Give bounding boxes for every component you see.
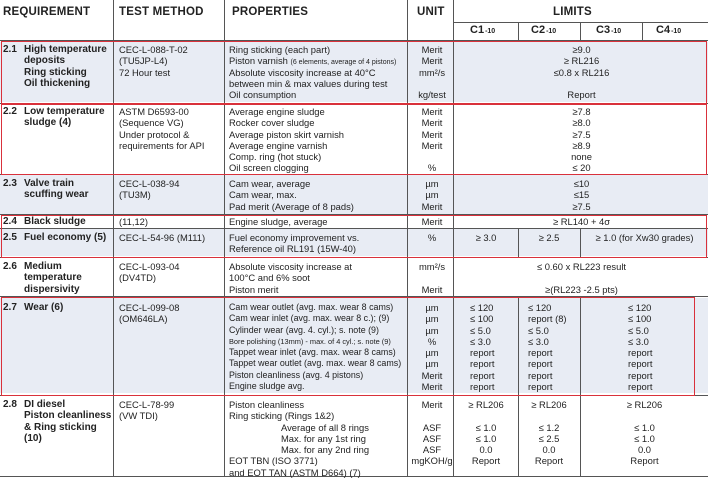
test-method-cell: CEC-L-54-96 (M111)	[119, 232, 206, 243]
highlight-box-2-7	[1, 297, 695, 396]
limit-c2-cell: ≥ 2.5	[538, 232, 560, 243]
col-rule	[580, 22, 581, 41]
properties-cell: Cam wear outlet (avg. max. wear 8 cams) Cam wear inlet (avg. max. wear 8 c.); (9) Cylinder wear (avg. 4. cyl.); s. note (9) Bore polishing (13mm) - max. of 4 cyl.; s. note (9) Tappet wear inlet (avg. max. wear 8 cams) Tappet wear outlet (avg. max. wear 8 cams) Piston cleanliness (avg. 4 pistons) Engine sludge avg.	[229, 302, 402, 392]
header-unit: UNIT	[417, 6, 445, 18]
row-number: 2.1	[3, 44, 17, 55]
properties-cell: Absolute viscosity increase at 100°C and 6% soot Piston merit	[229, 261, 352, 295]
header-class-c1: C1-10	[470, 24, 496, 36]
row-number: 2.6	[3, 261, 17, 272]
header-class-c4: C4-10	[656, 24, 682, 36]
unit-cell: Merit	[421, 216, 443, 227]
requirement-cell: Black sludge	[24, 216, 86, 227]
unit-cell: Merit Merit Merit Merit %	[421, 106, 443, 174]
properties-cell: Fuel economy improvement vs. Reference oil RL191 (15W-40)	[229, 232, 360, 255]
limits-cell: ≥ RL140 + 4σ	[552, 216, 611, 227]
test-method-cell: ASTM D6593-00 (Sequence VG) Under protocol & requirements for API	[119, 106, 205, 151]
row-number: 2.5	[3, 232, 17, 243]
header-limits: LIMITS	[553, 6, 592, 18]
requirement-cell: Wear (6)	[24, 302, 64, 313]
test-method-cell: CEC-L-78-99 (VW TDI)	[119, 399, 175, 422]
unit-cell: µm µm Merit	[421, 178, 443, 212]
highlight-box-2-1	[1, 41, 707, 104]
row-number: 2.4	[3, 216, 17, 227]
requirement-cell: Valve train scuffing wear	[24, 178, 89, 201]
requirement-cell: Medium temperature dispersivity	[24, 261, 82, 295]
row-number: 2.2	[3, 106, 17, 117]
limit-c2-cell: ≤ 120 report (8) ≤ 5.0 ≤ 3.0 report report report report	[528, 302, 567, 393]
header-test-method: TEST METHOD	[119, 6, 204, 18]
test-method-cell: CEC-L-038-94 (TU3M)	[119, 178, 180, 201]
highlight-box-2-4-2-5	[1, 215, 707, 258]
test-method-cell: (11,12)	[119, 216, 149, 227]
col-rule	[642, 22, 643, 41]
limit-c1-cell: ≤ 120 ≤ 100 ≤ 5.0 ≤ 3.0 report report report report	[470, 302, 495, 393]
unit-cell: %	[427, 232, 437, 243]
col-rule	[518, 22, 519, 41]
table-header	[0, 0, 708, 36]
requirement-cell: Low temperature sludge (4)	[24, 106, 105, 129]
requirement-cell: DI diesel Piston cleanliness & Ring sticking (10)	[24, 399, 112, 444]
test-method-cell: CEC-L-099-08 (OM646LA)	[119, 302, 180, 325]
row-number: 2.3	[3, 178, 17, 189]
unit-cell: µm µm µm % µm µm Merit Merit	[421, 302, 443, 393]
test-method-cell: CEC-L-088-T-02 (TU5JP-L4) 72 Hour test	[119, 44, 188, 78]
row-number: 2.8	[3, 399, 17, 410]
requirement-cell: High temperature deposits Ring sticking Oil thickening	[24, 44, 107, 89]
properties-cell: Average engine sludge Rocker cover sludge Average piston skirt varnish Average engine varnish Comp. ring (hot stuck) Oil screen clogging	[229, 106, 344, 174]
properties-cell: Piston cleanliness Ring sticking (Rings 1&2) Average of all 8 rings Max. for any 1st ring Max. for any 2nd ring EOT TBN (ISO 3771) and EOT TAN (ASTM D664) (7)	[229, 399, 370, 478]
requirement-cell: Fuel economy (5)	[24, 232, 107, 243]
limit-c3-c4-cell: ≥ 1.0 (for Xw30 grades)	[595, 232, 694, 243]
properties-cell: Ring sticking (each part) Piston varnish (6 elements, average of 4 pistons) Absolute viscosity increase at 40°C between min & max values during test Oil consumption	[229, 44, 397, 101]
limits-cell: ≥9.0 ≥ RL216 ≤0.8 x RL216 Report	[553, 44, 610, 101]
limits-cell: ≤ 0.60 x RL223 result ≥(RL223 -2.5 pts)	[536, 261, 627, 295]
unit-cell: mm²/s Merit	[418, 261, 446, 295]
limit-c3-c4-cell: ≤ 120 ≤ 100 ≤ 5.0 ≤ 3.0 report report report report	[628, 302, 653, 393]
limit-c1-cell: ≥ 3.0	[475, 232, 497, 243]
limit-c2-cell: ≥ RL206 ≤ 1.2 ≤ 2.5 0.0 Report	[531, 399, 567, 467]
row-number: 2.7	[3, 302, 17, 313]
test-method-cell: CEC-L-093-04 (DV4TD)	[119, 261, 180, 284]
limits-cell: ≤10 ≤15 ≥7.5	[572, 178, 591, 212]
header-class-c3: C3-10	[596, 24, 622, 36]
properties-cell: Engine sludge, average	[229, 216, 328, 227]
limits-cell: ≥7.8 ≥8.0 ≥7.5 ≥8.9 none ≤ 20	[571, 106, 592, 174]
header-properties: PROPERTIES	[232, 6, 309, 18]
limit-c1-cell: ≥ RL206 ≤ 1.0 ≤ 1.0 0.0 Report	[468, 399, 504, 467]
limit-c3-c4-cell: ≥ RL206 ≤ 1.0 ≤ 1.0 0.0 Report	[626, 399, 663, 467]
unit-cell: Merit ASF ASF ASF mgKOH/g	[411, 399, 453, 467]
header-class-c2: C2-10	[531, 24, 557, 36]
unit-cell: Merit Merit mm²/s kg/test	[418, 44, 446, 101]
highlight-box-2-2	[1, 104, 707, 175]
header-requirement: REQUIREMENT	[3, 6, 91, 18]
properties-cell: Cam wear, average Cam wear, max. Pad merit (Average of 8 pads)	[229, 178, 354, 212]
